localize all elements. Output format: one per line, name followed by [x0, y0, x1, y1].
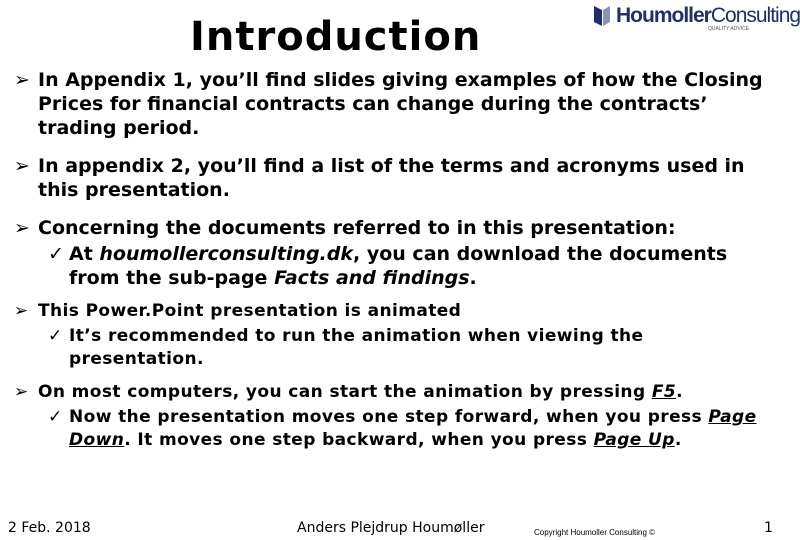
logo-mark-icon	[592, 4, 612, 28]
bullet-start-animation	[14, 381, 774, 404]
arrow-bullet-icon: ➢	[14, 382, 29, 402]
bullet-text: Concerning the documents referred to in this presentation:	[38, 217, 676, 239]
slide-title: Introduction	[190, 14, 482, 60]
company-logo	[590, 2, 800, 36]
sub-prefix: At	[69, 243, 100, 265]
sub-text: It’s recommended to run the animation when viewing the presentation.	[69, 326, 644, 369]
check-bullet-icon: ✓	[48, 326, 63, 346]
logo-name-bold: Houmoller	[616, 4, 711, 27]
footer-copyright: Copyright Houmoller Consulting ©	[534, 528, 656, 537]
sub-part2: . It moves one step backward, when you press	[124, 430, 594, 450]
footer-page-number: 1	[764, 520, 773, 536]
logo-tagline: QUALITY ADVICE	[708, 26, 750, 32]
check-bullet-icon: ✓	[48, 243, 64, 265]
key-page-down: Page Down	[69, 407, 757, 450]
bullet-documents	[14, 216, 774, 240]
key-f5: F5	[651, 382, 677, 402]
logo-name-light: Consulting	[710, 4, 800, 27]
sub-suffix: .	[469, 267, 477, 289]
sub-bullet-download	[14, 242, 774, 290]
logo-text	[616, 4, 800, 28]
bullet-text: This Power.Point presentation is animated	[38, 301, 462, 321]
bullet-appendix-1	[14, 68, 774, 140]
footer-date: 2 Feb. 2018	[8, 520, 91, 536]
footer-author: Anders Plejdrup Houmøller	[297, 520, 485, 536]
arrow-bullet-icon: ➢	[14, 217, 30, 239]
sub-bullet-recommended	[14, 325, 774, 371]
arrow-bullet-icon: ➢	[14, 155, 30, 177]
bullet-text: In Appendix 1, you’ll find slides giving examples of how the Closing Prices for financial contracts can change during the contracts’ trading period.	[38, 69, 763, 139]
sub-bullet-navigation	[14, 406, 774, 452]
key-page-up: Page Up	[593, 430, 675, 450]
bullet-suffix: .	[676, 382, 683, 402]
subpage-name: Facts and findings	[274, 267, 470, 289]
bullet-appendix-2	[14, 154, 774, 202]
sub-part1: Now the presentation moves one step forward, when you press	[69, 407, 709, 427]
check-bullet-icon: ✓	[48, 407, 63, 427]
arrow-bullet-icon: ➢	[14, 301, 29, 321]
arrow-bullet-icon: ➢	[14, 69, 30, 91]
slide-content	[14, 68, 774, 452]
website-link[interactable]: houmollerconsulting.dk	[99, 243, 354, 265]
bullet-animated	[14, 300, 774, 323]
bullet-prefix: On most computers, you can start the animation by pressing	[38, 382, 652, 402]
sub-part3: .	[674, 430, 682, 450]
bullet-text: In appendix 2, you’ll find a list of the terms and acronyms used in this presentation.	[38, 155, 745, 201]
sub-middle: , you can download the documents from the sub-page	[69, 243, 728, 289]
